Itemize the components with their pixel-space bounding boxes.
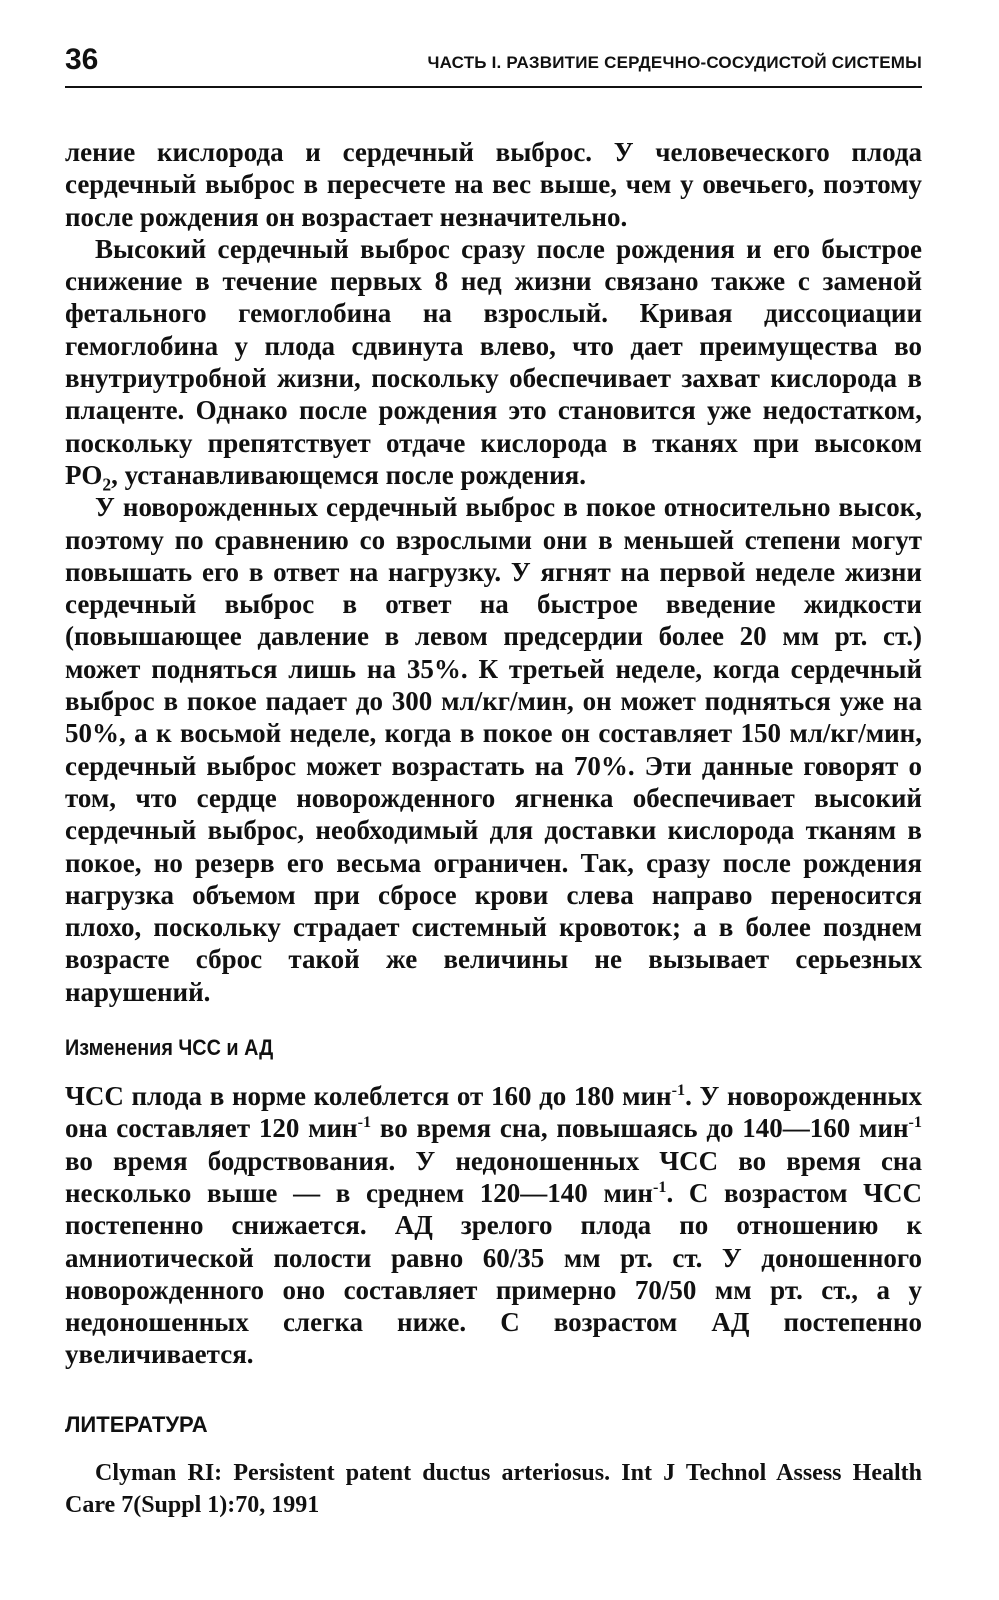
- superscript-3: -1: [908, 1113, 922, 1132]
- page-header: [65, 44, 922, 88]
- superscript-1: -1: [671, 1081, 686, 1100]
- section-heading: Изменения ЧСС и АД: [65, 1035, 274, 1061]
- paragraph-3: У новорожденных сердечный выброс в покое относительно высок, поэтому по сравнению со взрослыми они в меньшей степени могут повышать его в ответ на нагрузку. У ягнят на первой неделе жизни сердечный выброс в ответ на быстрое введение жидкости (повышающее давление в левом предсердии более 20 мм рт. ст.) может подняться лишь на 35%. К третьей неделе, когда сердечный выброс в покое падает до 300 мл/кг/мин, он может подняться уже на 50%, а к восьмой неделе, когда в покое он составляет 150 мл/кг/мин, сердечный выброс может возрастать на 70%. Эти данные говорят о том, что сердце новорожденного ягненка обеспечивает высокий сердечный выброс, необходимый для доставки кислорода тканям в покое, но резерв его весьма ограничен. Так, сразу после рождения нагрузка объемом при сбросе крови слева направо переносится плохо, поскольку страдает системный кровоток; а в более позднем возрасте сброс такой же величины не вызывает серьезных нарушений.: [65, 492, 922, 1007]
- paragraph-2: [65, 233, 922, 495]
- subscript-2: 2: [102, 474, 112, 495]
- paragraph-1: ление кислорода и сердечный выброс. У человеческого плода сердечный выброс в пересчете на вес выше, чем у овечьего, поэтому после рождения он возрастает незначительно.: [65, 137, 922, 232]
- running-head: ЧАСТЬ I. РАЗВИТИЕ СЕРДЕЧНО-СОСУДИСТОЙ СИСТЕМЫ: [427, 53, 922, 72]
- section-paragraph: [65, 1080, 922, 1371]
- reference-item: Clyman RI: Persistent patent ductus arteriosus. Int J Technol Assess Health Care 7(Suppl 1):70, 1991: [65, 1459, 922, 1518]
- main-text: [65, 136, 922, 1008]
- superscript-2: -1: [357, 1113, 372, 1132]
- section-text-part-3: во время сна, повышаясь до 140—160 мин: [371, 1113, 909, 1144]
- section-text-part-5: . С возрастом ЧСС постепенно снижается. АД зрелого плода по отношению к амниотической полости равно 60/35 мм рт. ст. У доношенного новорожденного оно составляет примерно 70/50 мм рт. ст., а у недоношенных слегка ниже. С возрастом АД постепенно увеличивается.: [65, 1177, 922, 1370]
- page-number: 36: [65, 43, 99, 76]
- section-text-part-4: во время бодрствования. У недоношенных ЧСС во время сна несколько выше — в среднем 120—140 мин: [65, 1145, 922, 1208]
- paragraph-2-text: Высокий сердечный выброс сразу после рождения и его быстрое снижение в течение первых 8 нед жизни связано также с заменой фетального гемоглобина на взрослый. Кривая диссоциации гемоглобина у плода сдвинута влево, что дает преимущества во внутриутробной жизни, поскольку обеспечивает захват кислорода в плаценте. Однако после рождения это становится уже недостатком, поскольку препятствует отдаче кислорода в тканях при высоком РО: [65, 233, 922, 490]
- section-text: [65, 1080, 922, 1371]
- references-heading: ЛИТЕРАТУРА: [65, 1411, 208, 1437]
- section-text-part-1: ЧСС плода в норме колеблется от 160 до 180 мин: [65, 1081, 672, 1112]
- book-page: [65, 44, 922, 1521]
- section-text-part-2: . У новорожденных она составляет 120 мин: [65, 1081, 922, 1144]
- paragraph-2-tail: , устанавливающемся после рождения.: [111, 459, 587, 490]
- superscript-4: -1: [652, 1177, 667, 1196]
